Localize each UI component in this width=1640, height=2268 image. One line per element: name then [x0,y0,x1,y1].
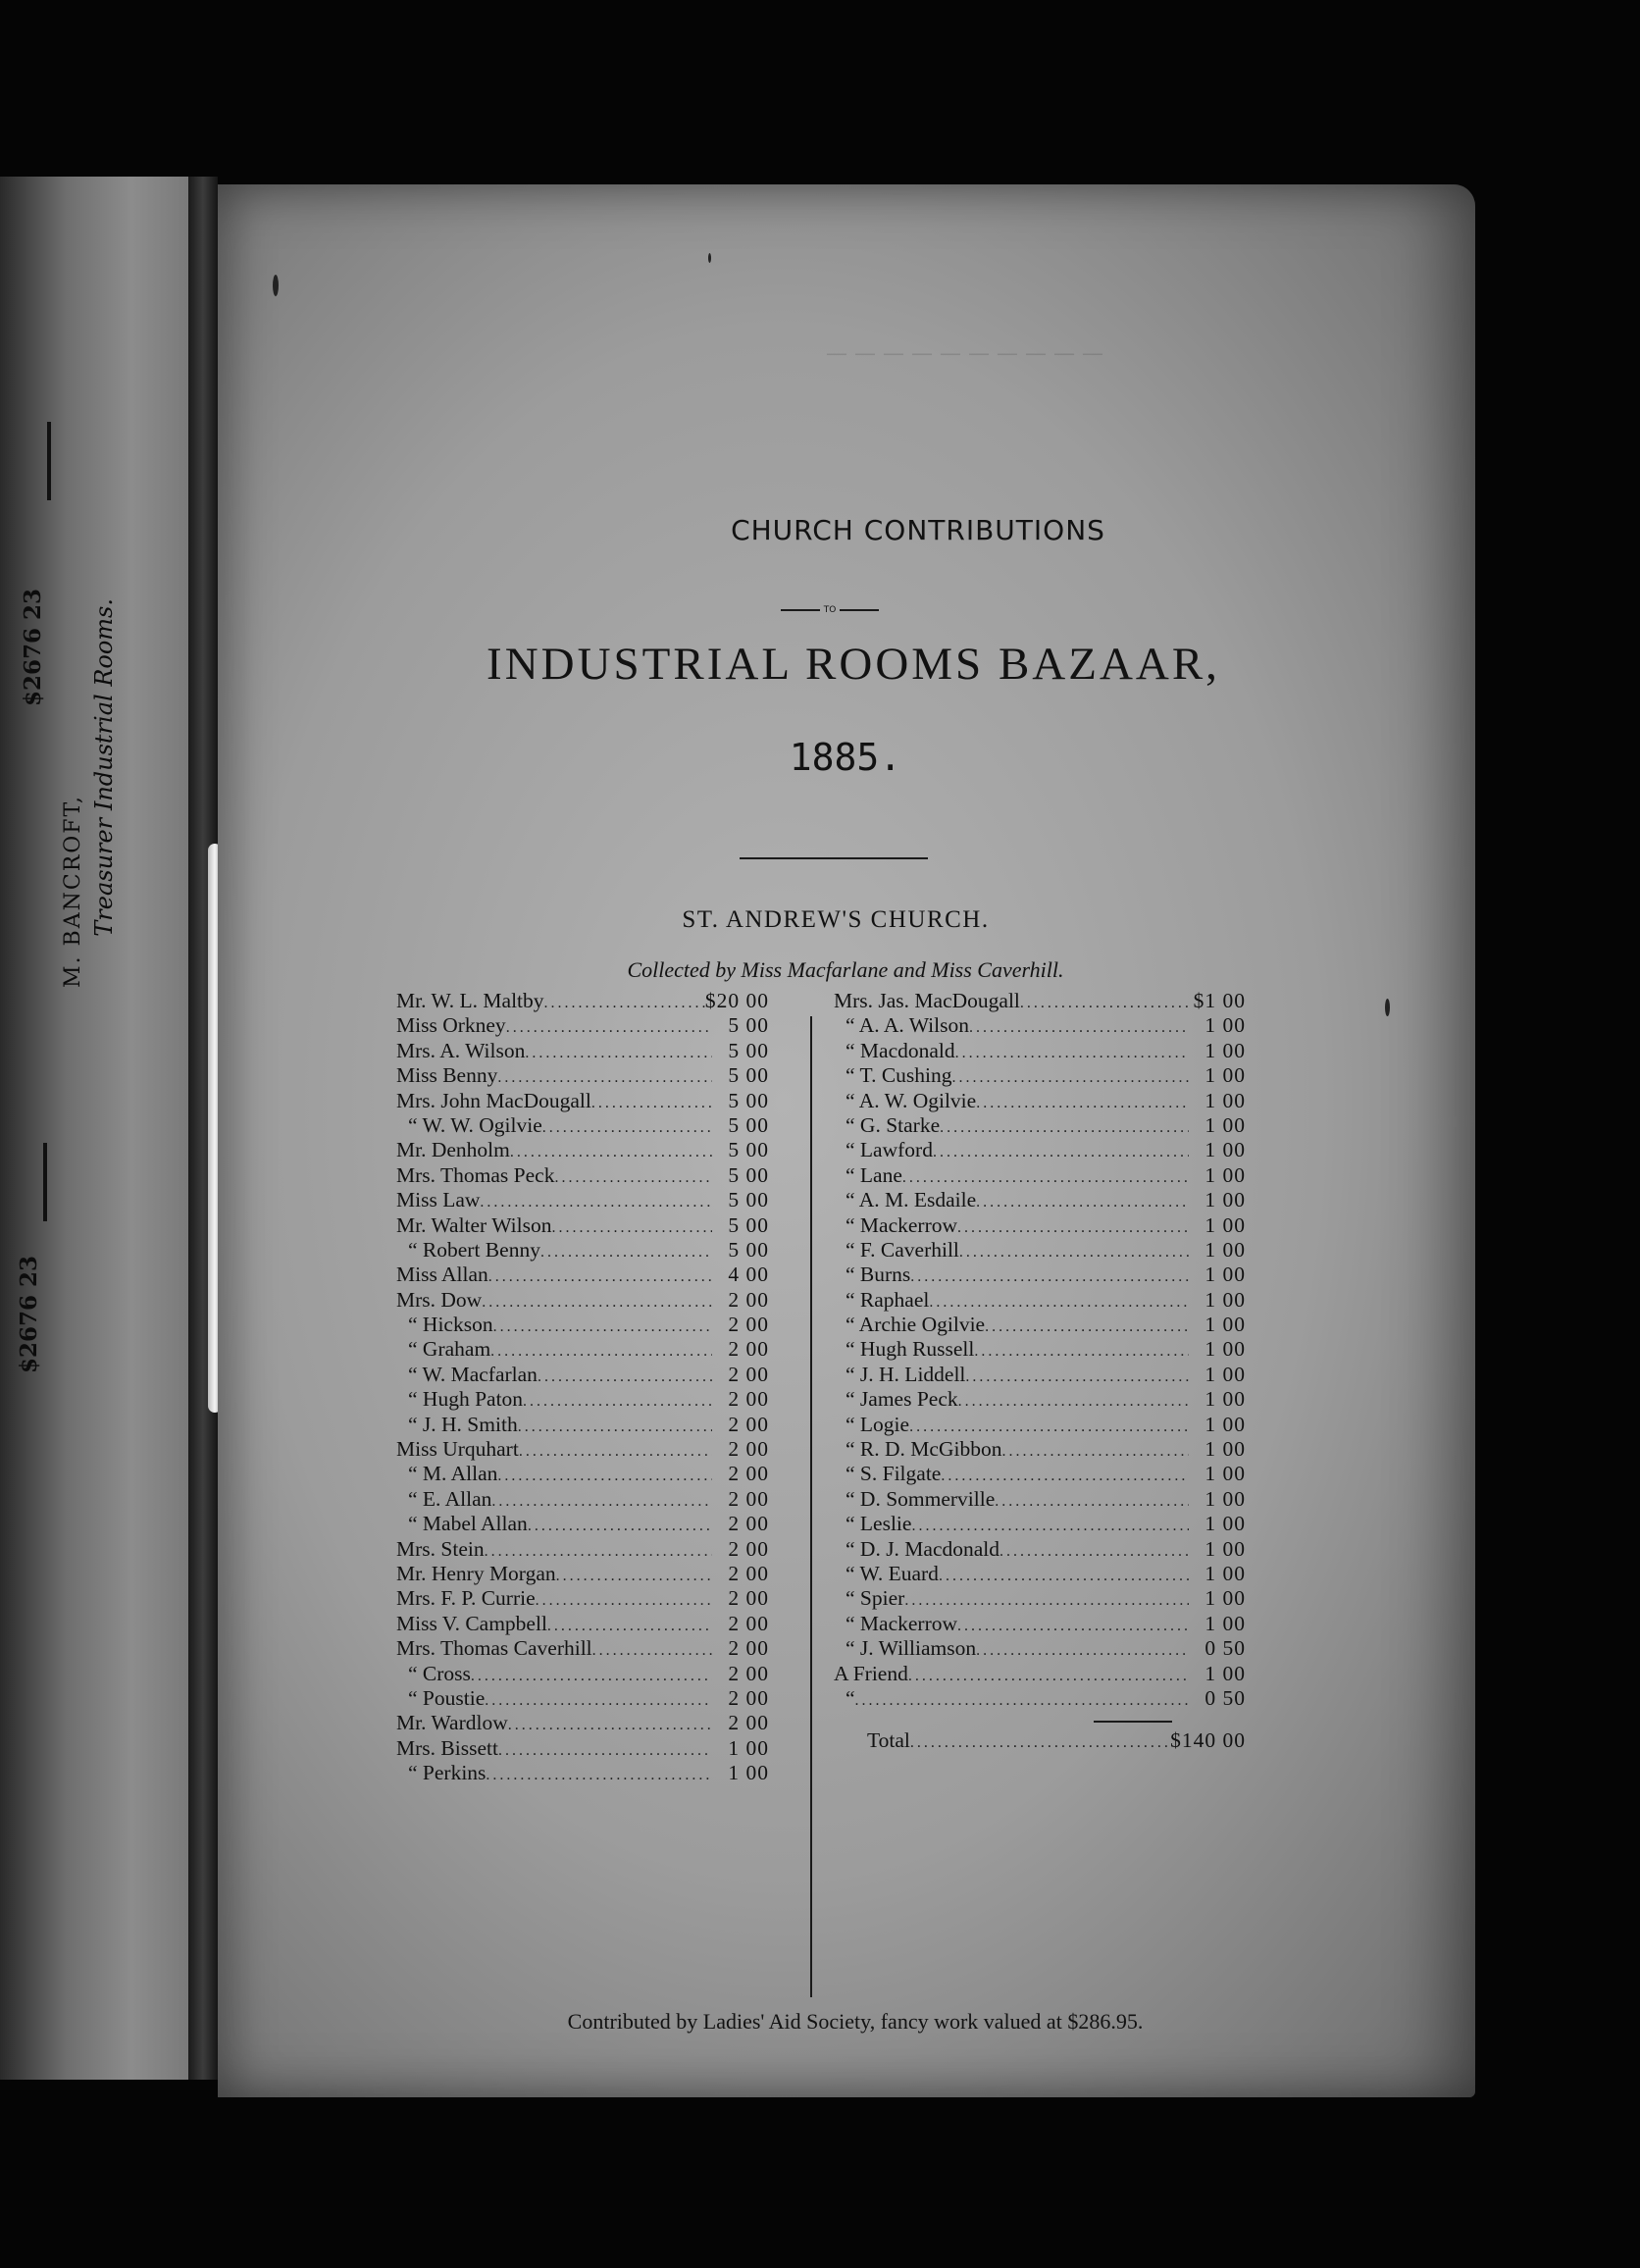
leader-dots [554,1165,712,1190]
contribution-row [396,1487,769,1512]
contribution-row [834,1313,1246,1337]
right-contributions-column [834,989,1246,1754]
contributor-name: “ Archie Ogilvie [846,1313,986,1337]
leader-dots [957,1215,1189,1240]
contributor-name: “ J. H. Liddell [846,1362,966,1386]
contribution-amount: 2 00 [728,1711,769,1735]
contribution-amount: 1 00 [1204,1586,1246,1611]
contributor-name: Mr. Walter Wilson [396,1212,552,1237]
footer-note: Contributed by Ladies' Aid Society, fancy work valued at $286.95. [567,2009,1144,2034]
contribution-row [396,989,769,1013]
contribution-row [396,1686,769,1711]
contribution-amount: 1 00 [1204,1112,1246,1137]
contributor-name: “ Hugh Paton [408,1387,524,1412]
contribution-row [396,1089,769,1113]
contributor-name: “ J. Williamson [846,1636,977,1661]
leader-dots [591,1091,712,1115]
heading-title: CHURCH CONTRIBUTIONS [731,514,1105,546]
amount-top: $2676 23 [20,589,46,707]
contributor-name: Miss Orkney [396,1013,506,1038]
contributor-name: “ Burns [846,1263,911,1287]
contribution-row [834,1586,1246,1611]
total-label: Total [867,1728,910,1753]
contributor-name: Mrs. A. Wilson [396,1038,526,1062]
contribution-amount: 5 00 [728,1237,769,1262]
contributor-name: “ F. Caverhill [846,1237,959,1262]
leader-dots [551,1215,712,1240]
contribution-amount: 1 00 [1204,1162,1246,1187]
contributor-name: Mr. W. L. Maltby [396,989,544,1012]
leader-dots [941,1464,1189,1488]
contribution-row [834,1063,1246,1088]
leader-dots [911,1514,1189,1538]
leader-dots [523,1389,712,1414]
leader-dots [497,1065,712,1090]
contribution-amount: 1 00 [1204,1313,1246,1337]
contribution-amount: 5 00 [728,1112,769,1137]
leader-dots [976,1190,1189,1214]
contribution-row [834,1288,1246,1313]
contribution-amount: 1 00 [1204,1561,1246,1585]
left-contributions-column [396,989,769,1786]
contribution-amount: 5 00 [728,1188,769,1212]
amount-rule-bottom [43,1143,47,1221]
previous-page-strip [0,177,188,2080]
contribution-amount: $20 00 [704,989,769,1012]
contributor-name: “ Lawford [846,1138,933,1162]
contribution-amount: 1 00 [1204,1536,1246,1561]
contribution-amount: 0 50 [1204,1636,1246,1661]
contribution-amount: 1 00 [1204,1263,1246,1287]
leader-dots [976,1638,1189,1663]
contribution-amount: 2 00 [728,1412,769,1436]
contribution-amount: 1 00 [1204,1138,1246,1162]
contribution-amount: 1 00 [1204,1462,1246,1486]
contributor-name: “ Mabel Allan [408,1512,528,1536]
contributor-name: “ James Peck [846,1387,958,1412]
contribution-row [396,1013,769,1038]
contribution-row [834,1387,1246,1412]
contribution-amount: 5 00 [728,1038,769,1062]
contribution-row [396,1238,769,1263]
contribution-row [396,1387,769,1412]
contributor-name: “ A. W. Ogilvie [846,1088,977,1112]
contributor-name: Mr. Wardlow [396,1711,508,1735]
contribution-row [396,1138,769,1162]
contributor-name: “ Mackerrow [846,1212,958,1237]
contributor-name: Mrs. Thomas Caverhill [396,1636,592,1661]
leader-dots [952,1065,1190,1090]
contribution-row [396,1636,769,1661]
contribution-row [396,1063,769,1088]
contribution-row [396,1612,769,1636]
contributor-name: Miss Allan [396,1263,488,1287]
treasurer-role: Treasurer Industrial Rooms. [90,598,118,937]
contribution-row [396,1213,769,1238]
total-row [834,1728,1246,1753]
contributor-name: “ W. Macfarlan [408,1362,538,1386]
leader-dots [965,1365,1189,1389]
contributor-name: “ S. Filgate [846,1462,942,1486]
contribution-row [396,1586,769,1611]
contributor-name: “ Hugh Russell [846,1337,975,1362]
contribution-amount: 1 00 [1204,1387,1246,1412]
contributor-name: “ Cross [408,1661,471,1685]
contribution-amount: 2 00 [728,1561,769,1585]
leader-dots [485,1688,712,1713]
contribution-row [834,1562,1246,1586]
contribution-row [834,989,1246,1013]
leader-dots [506,1015,712,1040]
contribution-amount: 2 00 [728,1586,769,1611]
contribution-row [396,1163,769,1188]
speck [708,253,711,263]
contribution-row [396,1263,769,1287]
leader-dots [908,1664,1189,1688]
contribution-row [396,1363,769,1387]
contribution-amount: 2 00 [728,1636,769,1661]
leader-dots [959,1240,1189,1264]
contribution-row [834,1612,1246,1636]
contributor-name: “ M. Allan [408,1462,498,1486]
contribution-amount: 1 00 [1204,1611,1246,1635]
contribution-amount: 2 00 [728,1536,769,1561]
contribution-row [834,1163,1246,1188]
contribution-amount: 2 00 [728,1512,769,1536]
leader-dots [544,991,705,1015]
contribution-row [834,1512,1246,1536]
contributor-name: “ Mackerrow [846,1611,958,1635]
contribution-row [834,1363,1246,1387]
leader-dots [519,1439,712,1464]
amount-rule-top [47,422,51,500]
contribution-amount: 1 00 [1204,1661,1246,1685]
heading-rule [740,857,928,859]
contribution-amount: 2 00 [728,1362,769,1386]
contributor-name: Mrs. F. P. Currie [396,1586,536,1611]
contributor-name: Mr. Henry Morgan [396,1561,556,1585]
contribution-row [834,1337,1246,1362]
collected-by: Collected by Miss Macfarlane and Miss Caverhill. [627,957,1064,982]
contribution-amount: 1 00 [1204,1437,1246,1462]
leader-dots [957,1614,1189,1638]
contributor-name: Mrs. Dow [396,1287,483,1312]
contributor-name: “ J. H. Smith [408,1412,518,1436]
document-page [218,184,1475,2097]
contribution-amount: 1 00 [1204,1212,1246,1237]
contribution-row [396,1113,769,1138]
contribution-row [396,1413,769,1437]
contribution-amount: 2 00 [728,1685,769,1710]
contribution-amount: 1 00 [1204,1412,1246,1436]
contribution-row [834,1437,1246,1462]
contributor-name: “ G. Starke [846,1112,941,1137]
leader-dots [547,1614,712,1638]
contribution-row [834,1188,1246,1212]
contribution-row [834,1089,1246,1113]
contribution-row [834,1138,1246,1162]
contributor-name: Mr. Denholm [396,1138,510,1162]
contribution-amount: 2 00 [728,1486,769,1511]
contributor-name: “ Macdonald [846,1038,955,1062]
contribution-row [834,1413,1246,1437]
contribution-row [396,1736,769,1761]
leader-dots [976,1091,1189,1115]
contribution-row [834,1113,1246,1138]
contribution-row [834,1263,1246,1287]
leader-dots [508,1713,712,1737]
contribution-amount: 1 00 [1204,1362,1246,1386]
leader-dots [540,1240,712,1264]
contribution-amount: 5 00 [728,1162,769,1187]
leader-dots [910,1264,1189,1289]
leader-dots [1020,991,1189,1015]
contributor-name: Mrs. Thomas Peck [396,1162,555,1187]
contribution-row [834,1487,1246,1512]
contribution-row [396,1039,769,1063]
contribution-row [396,1562,769,1586]
contribution-row [834,1039,1246,1063]
leader-dots [490,1339,712,1364]
contribution-row [396,1437,769,1462]
contribution-amount: $1 00 [1193,989,1246,1012]
contribution-amount: 2 00 [728,1387,769,1412]
contribution-row [396,1337,769,1362]
contribution-row [396,1462,769,1486]
contribution-amount: 1 00 [1204,1013,1246,1038]
contributor-name: Mrs. John MacDougall [396,1088,591,1112]
contributor-name: “ Logie [846,1412,910,1436]
contribution-row [834,1537,1246,1562]
contributor-name: “ Raphael [846,1287,930,1312]
contribution-amount: 1 00 [1204,1188,1246,1212]
contribution-row [834,1686,1246,1711]
leader-dots [929,1290,1189,1314]
contribution-row [396,1711,769,1735]
contributor-name: “ D. J. Macdonald [846,1536,1000,1561]
contribution-row [834,1213,1246,1238]
contributor-name: “ A. M. Esdaile [846,1188,977,1212]
contributor-name: Miss V. Campbell [396,1611,547,1635]
contribution-amount: 2 00 [728,1287,769,1312]
contribution-row [396,1537,769,1562]
amount-bottom: $2676 23 [16,1256,42,1374]
heading-connector: TO [823,605,837,615]
contribution-amount: 2 00 [728,1661,769,1685]
contribution-amount: 1 00 [1204,1088,1246,1112]
leader-dots [528,1514,712,1538]
leader-dots [940,1115,1189,1140]
contributor-name: Miss Urquhart [396,1437,519,1462]
leader-dots [910,1730,1170,1755]
leader-dots [909,1415,1189,1439]
leader-dots [493,1314,712,1339]
contribution-amount: 2 00 [728,1611,769,1635]
leader-dots [536,1588,712,1613]
contribution-row [396,1188,769,1212]
contribution-amount: 5 00 [728,1138,769,1162]
contribution-amount: 1 00 [1204,1337,1246,1362]
contribution-amount: 1 00 [728,1735,769,1760]
contribution-row [834,1013,1246,1038]
leader-dots [985,1314,1189,1339]
leader-dots [482,1290,712,1314]
leader-dots [525,1041,712,1065]
contribution-amount: 1 00 [728,1761,769,1785]
contributor-name: “ Poustie [408,1685,486,1710]
leader-dots [488,1264,712,1289]
leader-dots [958,1389,1189,1414]
contributor-name: “ A. A. Wilson [846,1013,969,1038]
contributor-name: A Friend [834,1661,908,1685]
leader-dots [485,1539,712,1564]
leader-dots [974,1339,1189,1364]
contribution-amount: 2 00 [728,1337,769,1362]
bleed-through-text: — — — — — — — — — — [826,341,1103,366]
total-rule [1094,1721,1172,1723]
contributor-name: “ R. D. McGibbon [846,1437,1002,1462]
contribution-amount: 4 00 [728,1263,769,1287]
contributor-name: “ Perkins [408,1761,487,1785]
contributor-name: Mrs. Jas. MacDougall [834,989,1020,1012]
leader-dots [933,1140,1189,1164]
treasurer-name: M. BANCROFT, [61,795,85,988]
contributor-name: “ Lane [846,1162,902,1187]
contributor-name: “ Graham [408,1337,491,1362]
contribution-amount: 2 00 [728,1462,769,1486]
contribution-amount: 1 00 [1204,1287,1246,1312]
event-year: 1885. [789,736,902,779]
leader-dots [542,1115,712,1140]
contribution-row [396,1662,769,1686]
contribution-row [396,1288,769,1313]
contributor-name: “ T. Cushing [846,1063,952,1088]
contribution-amount: 5 00 [728,1013,769,1038]
leader-dots [480,1190,712,1214]
contribution-row [834,1462,1246,1486]
total-amount: $140 00 [1170,1728,1246,1753]
contributor-name: “ E. Allan [408,1486,492,1511]
leader-dots [510,1140,712,1164]
leader-dots [538,1365,712,1389]
event-title: INDUSTRIAL ROOMS BAZAAR, [487,639,1220,690]
leader-dots [518,1415,712,1439]
contributor-name: Miss Benny [396,1063,498,1088]
church-name: ST. ANDREW'S CHURCH. [682,906,990,933]
leader-dots [904,1588,1189,1613]
leader-dots [1001,1439,1189,1464]
contributor-name: “ Leslie [846,1512,912,1536]
contributor-name: “ W. Euard [846,1561,939,1585]
contributor-name: Miss Law [396,1188,481,1212]
contribution-row [834,1636,1246,1661]
leader-dots [999,1539,1189,1564]
leader-dots [995,1489,1189,1514]
leader-dots [902,1165,1189,1190]
contributor-name: “ Robert Benny [408,1237,540,1262]
heading-ornament [781,600,879,620]
contributor-name: “ Hickson [408,1313,493,1337]
leader-dots [855,1688,1189,1713]
contribution-row [396,1761,769,1785]
contribution-amount: 2 00 [728,1313,769,1337]
leader-dots [497,1464,712,1488]
speck [273,275,279,296]
leader-dots [969,1015,1189,1040]
speck [1385,999,1390,1016]
contribution-amount: 1 00 [1204,1063,1246,1088]
contribution-amount: 1 00 [1204,1237,1246,1262]
leader-dots [498,1738,712,1763]
contributor-name: Mrs. Bissett [396,1735,498,1760]
contributor-name: “ W. W. Ogilvie [408,1112,542,1137]
contribution-row [834,1662,1246,1686]
contribution-amount: 1 00 [1204,1512,1246,1536]
contribution-amount: 1 00 [1204,1486,1246,1511]
column-divider [810,1016,812,1997]
contribution-row [396,1313,769,1337]
leader-dots [486,1763,712,1787]
contributor-name: Mrs. Stein [396,1536,485,1561]
contribution-row [834,1238,1246,1263]
leader-dots [491,1489,712,1514]
leader-dots [556,1564,712,1588]
contribution-amount: 0 50 [1204,1685,1246,1710]
contribution-amount: 5 00 [728,1212,769,1237]
contributor-name: “ D. Sommerville [846,1486,996,1511]
leader-dots [939,1564,1189,1588]
contribution-amount: 5 00 [728,1063,769,1088]
contribution-amount: 2 00 [728,1437,769,1462]
contribution-row [396,1512,769,1536]
contributor-name: “ Spier [846,1586,905,1611]
contribution-amount: 5 00 [728,1088,769,1112]
leader-dots [592,1638,712,1663]
contributor-name: “ [846,1685,855,1710]
leader-dots [955,1041,1189,1065]
contribution-amount: 1 00 [1204,1038,1246,1062]
leader-dots [471,1664,712,1688]
